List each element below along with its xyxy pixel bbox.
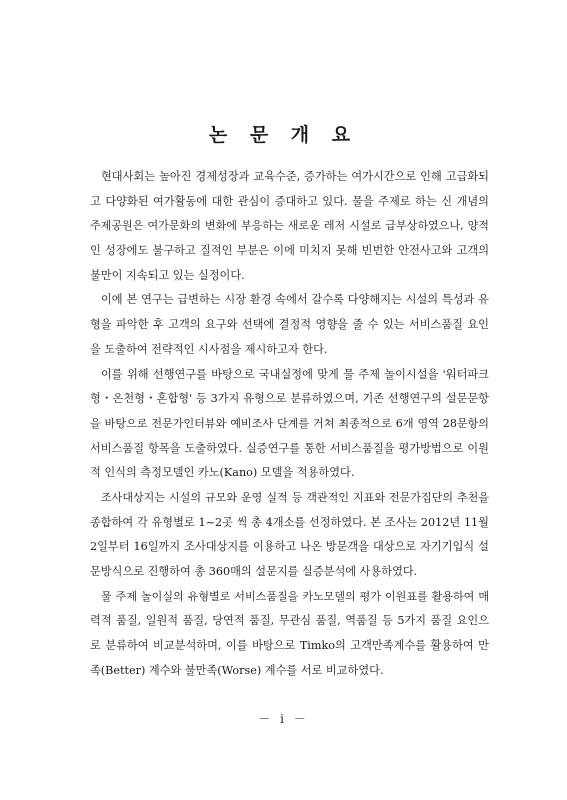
text-line: 고 다양화된 여가활동에 대한 관심이 증대하고 있다. 물을 주제로 하는 신 개념의 [90, 194, 489, 208]
text-line: 2일부터 16일까지 조사대상지를 이용하고 나온 방문객을 대상으로 자기기입식 설 [90, 540, 489, 554]
text-line: 이를 위해 선행연구를 바탕으로 국내실정에 맞게 물 주제 놀이시설을 '워터파크 [101, 367, 489, 381]
paragraph-5 [79, 585, 489, 684]
paragraph-1 [79, 165, 489, 288]
text-line: 을 바탕으로 전문가인터뷰와 예비조사 단계를 거쳐 최종적으로 6개 영역 28문항의 [90, 416, 489, 430]
text-line: 현대사회는 높아진 경제성장과 교육수준, 증가하는 여가시간으로 인해 고급화되 [101, 170, 489, 183]
abstract-body [79, 165, 489, 683]
paragraph-3 [79, 363, 489, 486]
text-line: 서비스품질 항목을 도출하였다. 실증연구를 통한 서비스품질을 평가방법으로 이원 [90, 441, 489, 455]
text-line: 로 분류하여 비교분석하며, 이를 바탕으로 Timko의 고객만족계수를 활용하여 만 [90, 639, 489, 653]
text-line: 형을 파악한 후 고객의 요구와 선택에 결정적 영향을 줄 수 있는 서비스품질 요인 [90, 318, 489, 332]
text-line: 족(Better) 계수와 불만족(Worse) 계수를 서로 비교하였다. [90, 663, 384, 677]
text-line: 형・온천형・혼합형' 등 3가지 유형으로 분류하였으며, 기존 선행연구의 설문문항 [90, 392, 489, 406]
text-line: 조사대상지는 시설의 규모와 운영 실적 등 객관적인 지표와 전문가집단의 추천을 [101, 490, 489, 504]
page-title: 논 문 개 요 [208, 124, 359, 146]
paragraph-2 [79, 288, 489, 362]
text-line: 불만이 지속되고 있는 실정이다. [90, 268, 245, 282]
text-line: 주제공원은 여가문화의 변화에 부응하는 새로운 레저 시설로 급부상하였으나, 양적 [90, 219, 489, 233]
text-line: 종합하여 각 유형별로 1~2곳 씩 총 4개소를 선정하였다. 본 조사는 2012년 11월 [90, 515, 489, 529]
page-number: － i － [258, 712, 309, 726]
text-line: 문방식으로 진행하여 총 360매의 설문지를 실증분석에 사용하였다. [90, 565, 418, 578]
paragraph-4 [79, 486, 489, 585]
text-line: 물 주제 놀이실의 유형별로 서비스품질을 카노모델의 평가 이원표를 활용하여 매 [101, 589, 489, 603]
text-line: 력적 품질, 일원적 품질, 당연적 품질, 무관심 품질, 역품질 등 5가지 품질 요인으 [90, 614, 489, 628]
text-line: 인 성장에도 불구하고 질적인 부분은 이에 미치지 못해 빈번한 안전사고와 고객의 [90, 244, 489, 258]
text-line: 을 도출하여 전략적인 시사점을 제시하고자 한다. [90, 342, 328, 356]
text-line: 이에 본 연구는 급변하는 시장 환경 속에서 갈수록 다양해지는 시설의 특성과 유 [101, 293, 489, 307]
text-line: 적 인식의 측정모델인 카노(Kano) 모델을 적용하였다. [90, 466, 355, 480]
